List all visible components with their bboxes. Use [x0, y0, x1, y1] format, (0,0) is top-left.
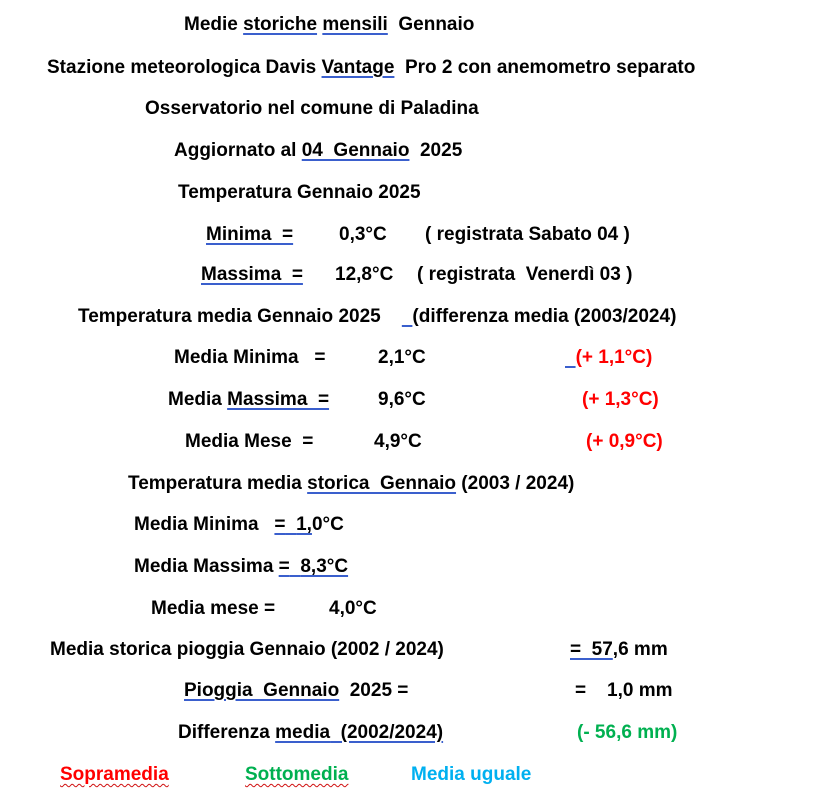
rain-current-eq: = [575, 680, 587, 701]
average-header [78, 305, 676, 329]
rain-now-year: 2025 = [339, 680, 409, 701]
rain-historical-value [570, 638, 668, 662]
legend-equal-average: Media uguale [411, 764, 532, 785]
avg-header-part: Temperatura media Gennaio 2025 [78, 306, 402, 327]
rain-difference-value: (- 56,6 mm) [577, 722, 678, 743]
hist-min-eq: = [274, 514, 286, 535]
observatory-line: Osservatorio nel comune di Paladina [145, 98, 479, 119]
title-part: mensili [322, 14, 388, 35]
hist-header-part: storica Gennaio [307, 473, 457, 494]
hist-min-value: 0°C [311, 514, 344, 535]
hist-max-row [134, 555, 348, 579]
spacer [290, 556, 301, 577]
rain-historical-label: Media storica pioggia Gennaio (2002 / 2024) [50, 639, 444, 660]
label-part: Media [168, 389, 228, 410]
station-part: Pro 2 con anemometro separato [394, 57, 696, 78]
minima-note: ( registrata Sabato 04 ) [425, 224, 630, 245]
hist-min-row [134, 513, 344, 537]
spacer [286, 514, 297, 535]
current-max-label [168, 388, 329, 412]
hist-min-label: Media Minima [134, 514, 275, 535]
station-line [47, 56, 695, 80]
rain-diff-part: (2002/2024) [330, 722, 444, 743]
updated-part: 2025 [409, 140, 463, 161]
avg-header-part [402, 306, 413, 327]
page-title [184, 13, 474, 37]
massima-label: Massima = [201, 264, 303, 285]
hist-header-part: (2003 / 2024) [456, 473, 575, 494]
station-part: Stazione meteorologica Davis [47, 57, 322, 78]
label-part: Massima = [227, 389, 330, 410]
minima-value: 0,3°C [339, 224, 387, 245]
title-part: storiche [243, 14, 318, 35]
current-min-value: 2,1°C [378, 347, 426, 368]
rain-hist-eq: = 57 [570, 639, 613, 660]
rain-current-value: 1,0 mm [607, 680, 673, 701]
legend-above-average: Sopramedia [60, 764, 169, 785]
legend-below-average: Sottomedia [245, 764, 349, 785]
temperature-title: Temperatura Gennaio 2025 [178, 182, 421, 203]
rain-difference-label [178, 721, 443, 745]
hist-header-part: Temperatura media [128, 473, 308, 494]
hist-max-eq: = [278, 556, 290, 577]
current-min-label: Media Minima = [174, 347, 326, 368]
current-mean-diff: (+ 0,9°C) [586, 431, 663, 452]
hist-max-value: 8,3°C [300, 556, 349, 577]
massima-note: ( registrata Venerdì 03 ) [417, 264, 633, 285]
hist-max-label: Media Massima [134, 556, 279, 577]
diff-value: (+ 1,1°C) [575, 347, 653, 368]
rain-diff-part: media [275, 722, 331, 743]
rain-current-label [184, 679, 408, 703]
rain-diff-part: Differenza [178, 722, 276, 743]
title-part: Medie [184, 14, 244, 35]
current-max-value: 9,6°C [378, 389, 426, 410]
historical-header [128, 472, 574, 496]
updated-part: 04 Gennaio [301, 140, 410, 161]
rain-now-label: Pioggia Gennaio [184, 680, 340, 701]
avg-header-part: (differenza media (2003/2024) [412, 306, 677, 327]
current-min-diff [565, 346, 652, 370]
current-mean-label: Media Mese = [185, 431, 314, 452]
current-max-diff: (+ 1,3°C) [582, 389, 659, 410]
minima-label: Minima = [206, 224, 294, 245]
massima-value: 12,8°C [335, 264, 394, 285]
updated-line [174, 139, 462, 163]
current-mean-value: 4,9°C [374, 431, 422, 452]
hist-mean-label: Media mese = [151, 598, 276, 619]
updated-part: Aggiornato al [174, 140, 302, 161]
hist-min-value: 1, [296, 514, 312, 535]
rain-hist-val: ,6 mm [612, 639, 668, 660]
station-part: Vantage [321, 57, 395, 78]
title-part: Gennaio [387, 14, 475, 35]
hist-mean-value: 4,0°C [329, 598, 377, 619]
